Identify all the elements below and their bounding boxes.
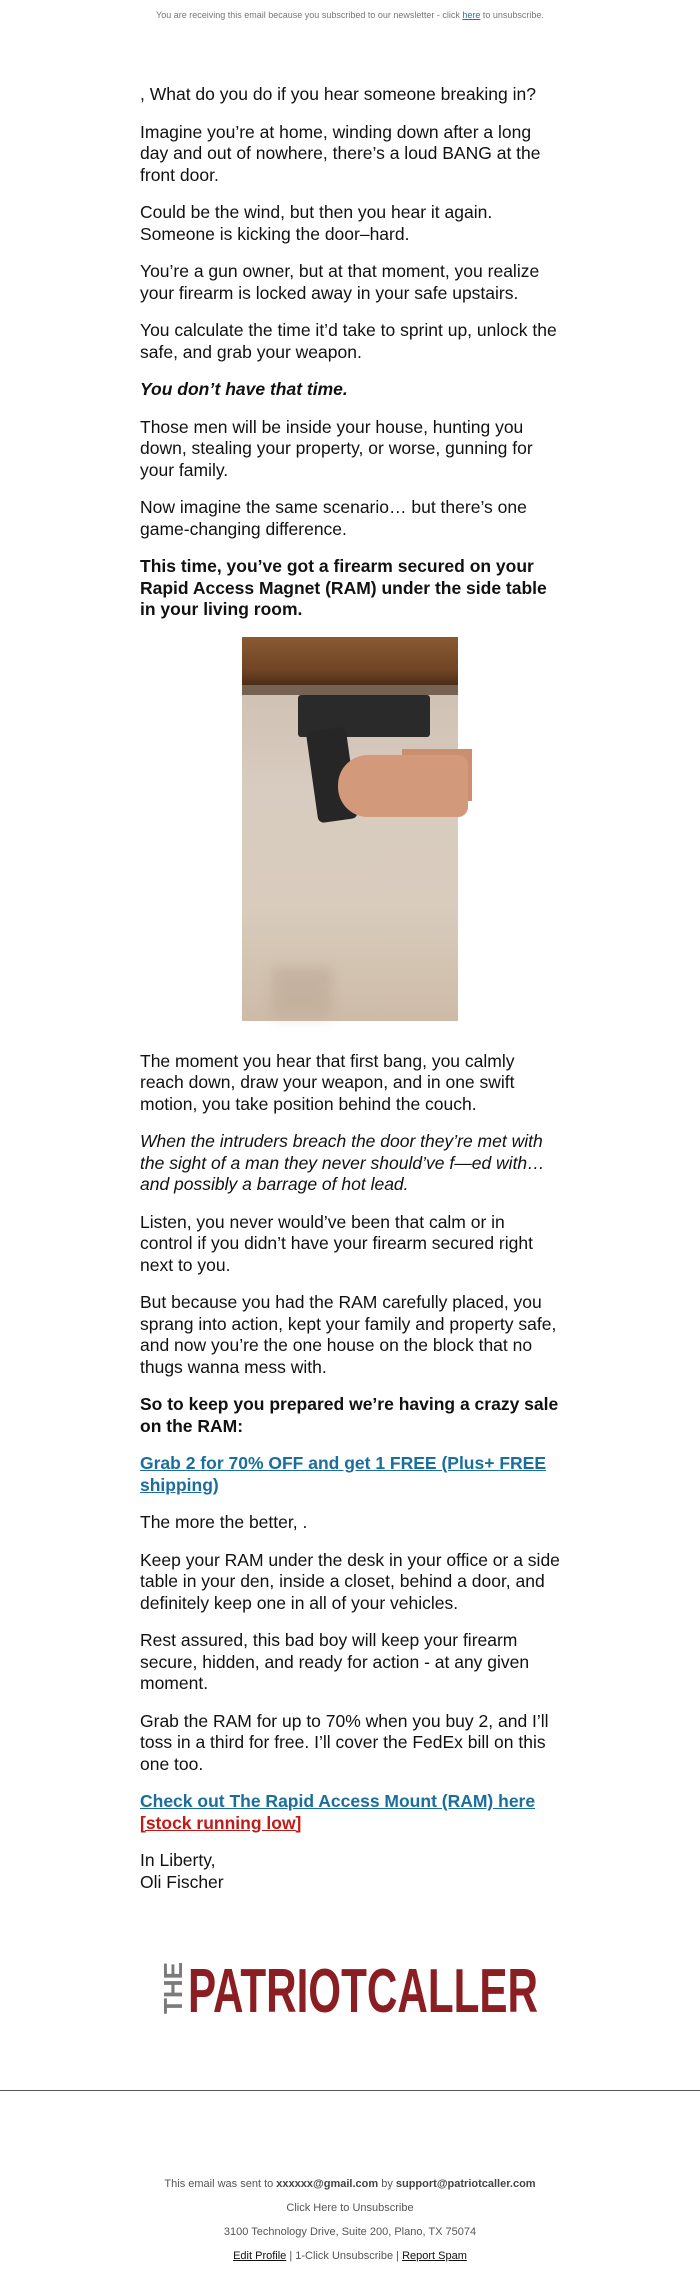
- footer: This email was sent to xxxxxx@gmail.com by support@patriotcaller.com Click Here to Unsubscribe 3100 Technology Drive, Suite 200, Plano, TX 75074 Edit Profile | 1-Click Unsubscribe | Report Spam: [164, 2178, 536, 2262]
- hand-image: [338, 755, 468, 817]
- sender-email: support@patriotcaller.com: [395, 2178, 536, 2190]
- report-spam-link[interactable]: Report Spam: [402, 2250, 467, 2262]
- offer-link[interactable]: Grab 2 for 70% OFF and get 1 FREE (Plus+ FREE shipping): [140, 1453, 546, 1495]
- preheader-text-end: to unsubscribe.: [480, 10, 544, 20]
- paragraph: The moment you hear that first bang, you calmly reach down, draw your weapon, and in one swift motion, you take position behind the couch.: [140, 1050, 515, 1114]
- paragraph: Could be the wind, but then you hear it again. Someone is kicking the door–hard.: [140, 202, 493, 244]
- paragraph: You calculate the time it’d take to sprint up, unlock the safe, and grab your weapon.: [140, 320, 557, 362]
- paragraph: Listen, you never would’ve been that calm or in control if you didn’t have your firearm secured right next to you.: [140, 1211, 533, 1275]
- email-body: [140, 84, 560, 1909]
- one-click-unsubscribe-link[interactable]: 1-Click Unsubscribe: [295, 2250, 394, 2262]
- stock-low-link[interactable]: [stock running low]: [140, 1812, 302, 1833]
- edit-profile-link[interactable]: Edit Profile: [233, 2250, 287, 2262]
- preheader: [0, 10, 700, 20]
- bold-paragraph: So to keep you prepared we’re having a crazy sale on the RAM:: [140, 1394, 559, 1436]
- sent-to-text: This email was sent to: [164, 2178, 277, 2190]
- opening-question: , What do you do if you hear someone breaking in?: [140, 84, 536, 104]
- bold-paragraph: This time, you’ve got a firearm secured on your Rapid Access Magnet (RAM) under the side table in your living room.: [140, 556, 547, 619]
- paragraph: The more the better, .: [140, 1512, 308, 1532]
- signature: Oli Fischer: [140, 1871, 224, 1892]
- footer-divider: [0, 2090, 700, 2091]
- patriotcaller-logo: [158, 1956, 540, 2026]
- emphasis-paragraph: You don’t have that time.: [140, 379, 348, 399]
- paragraph: You’re a gun owner, but at that moment, you realize your firearm is locked away in your safe upstairs.: [140, 261, 540, 303]
- paragraph: Imagine you’re at home, winding down after a long day and out of nowhere, there’s a loud BANG at the front door.: [140, 121, 541, 185]
- paragraph: Rest assured, this bad boy will keep your firearm secure, hidden, and ready for action - at any given moment.: [140, 1630, 530, 1693]
- signoff: In Liberty,: [140, 1850, 216, 1870]
- paragraph: Now imagine the same scenario… but there’s one game-changing difference.: [140, 497, 527, 539]
- product-link[interactable]: Check out The Rapid Access Mount (RAM) here: [140, 1791, 536, 1811]
- paragraph: Keep your RAM under the desk in your office or a side table in your den, inside a closet, behind a door, and definitely keep one in all of your vehicles.: [140, 1549, 560, 1613]
- paragraph: Those men will be inside your house, hunting you down, stealing your property, or worse, gunning for your family.: [140, 416, 533, 480]
- table-shelf: [242, 637, 458, 685]
- mailing-address: 3100 Technology Drive, Suite 200, Plano, TX 75074: [223, 2226, 477, 2238]
- preheader-text: You are receiving this email because you subscribed to our newsletter - click: [156, 10, 463, 20]
- click-unsubscribe-link[interactable]: Click Here to Unsubscribe: [286, 2202, 414, 2214]
- logo-the-text: THE: [158, 1962, 188, 2014]
- italic-paragraph: When the intruders breach the door they’re met with the sight of a man they never should’ve f—ed with… and possibly a barrage of hot lead.: [140, 1131, 545, 1194]
- logo-name-text: PATRIOTCALLER: [188, 1957, 538, 2026]
- product-photo: [242, 637, 458, 1021]
- paragraph: Grab the RAM for up to 70% when you buy 2, and I’ll toss in a third for free. I’ll cover the FedEx bill on this one too.: [140, 1710, 549, 1774]
- recipient-email: xxxxxx@gmail.com: [276, 2178, 379, 2190]
- unsubscribe-here-link[interactable]: here: [462, 10, 481, 20]
- paragraph: But because you had the RAM carefully placed, you sprang into action, kept your family and property safe, and now you’re the one house on the block that no thugs wanna mess with.: [140, 1292, 557, 1377]
